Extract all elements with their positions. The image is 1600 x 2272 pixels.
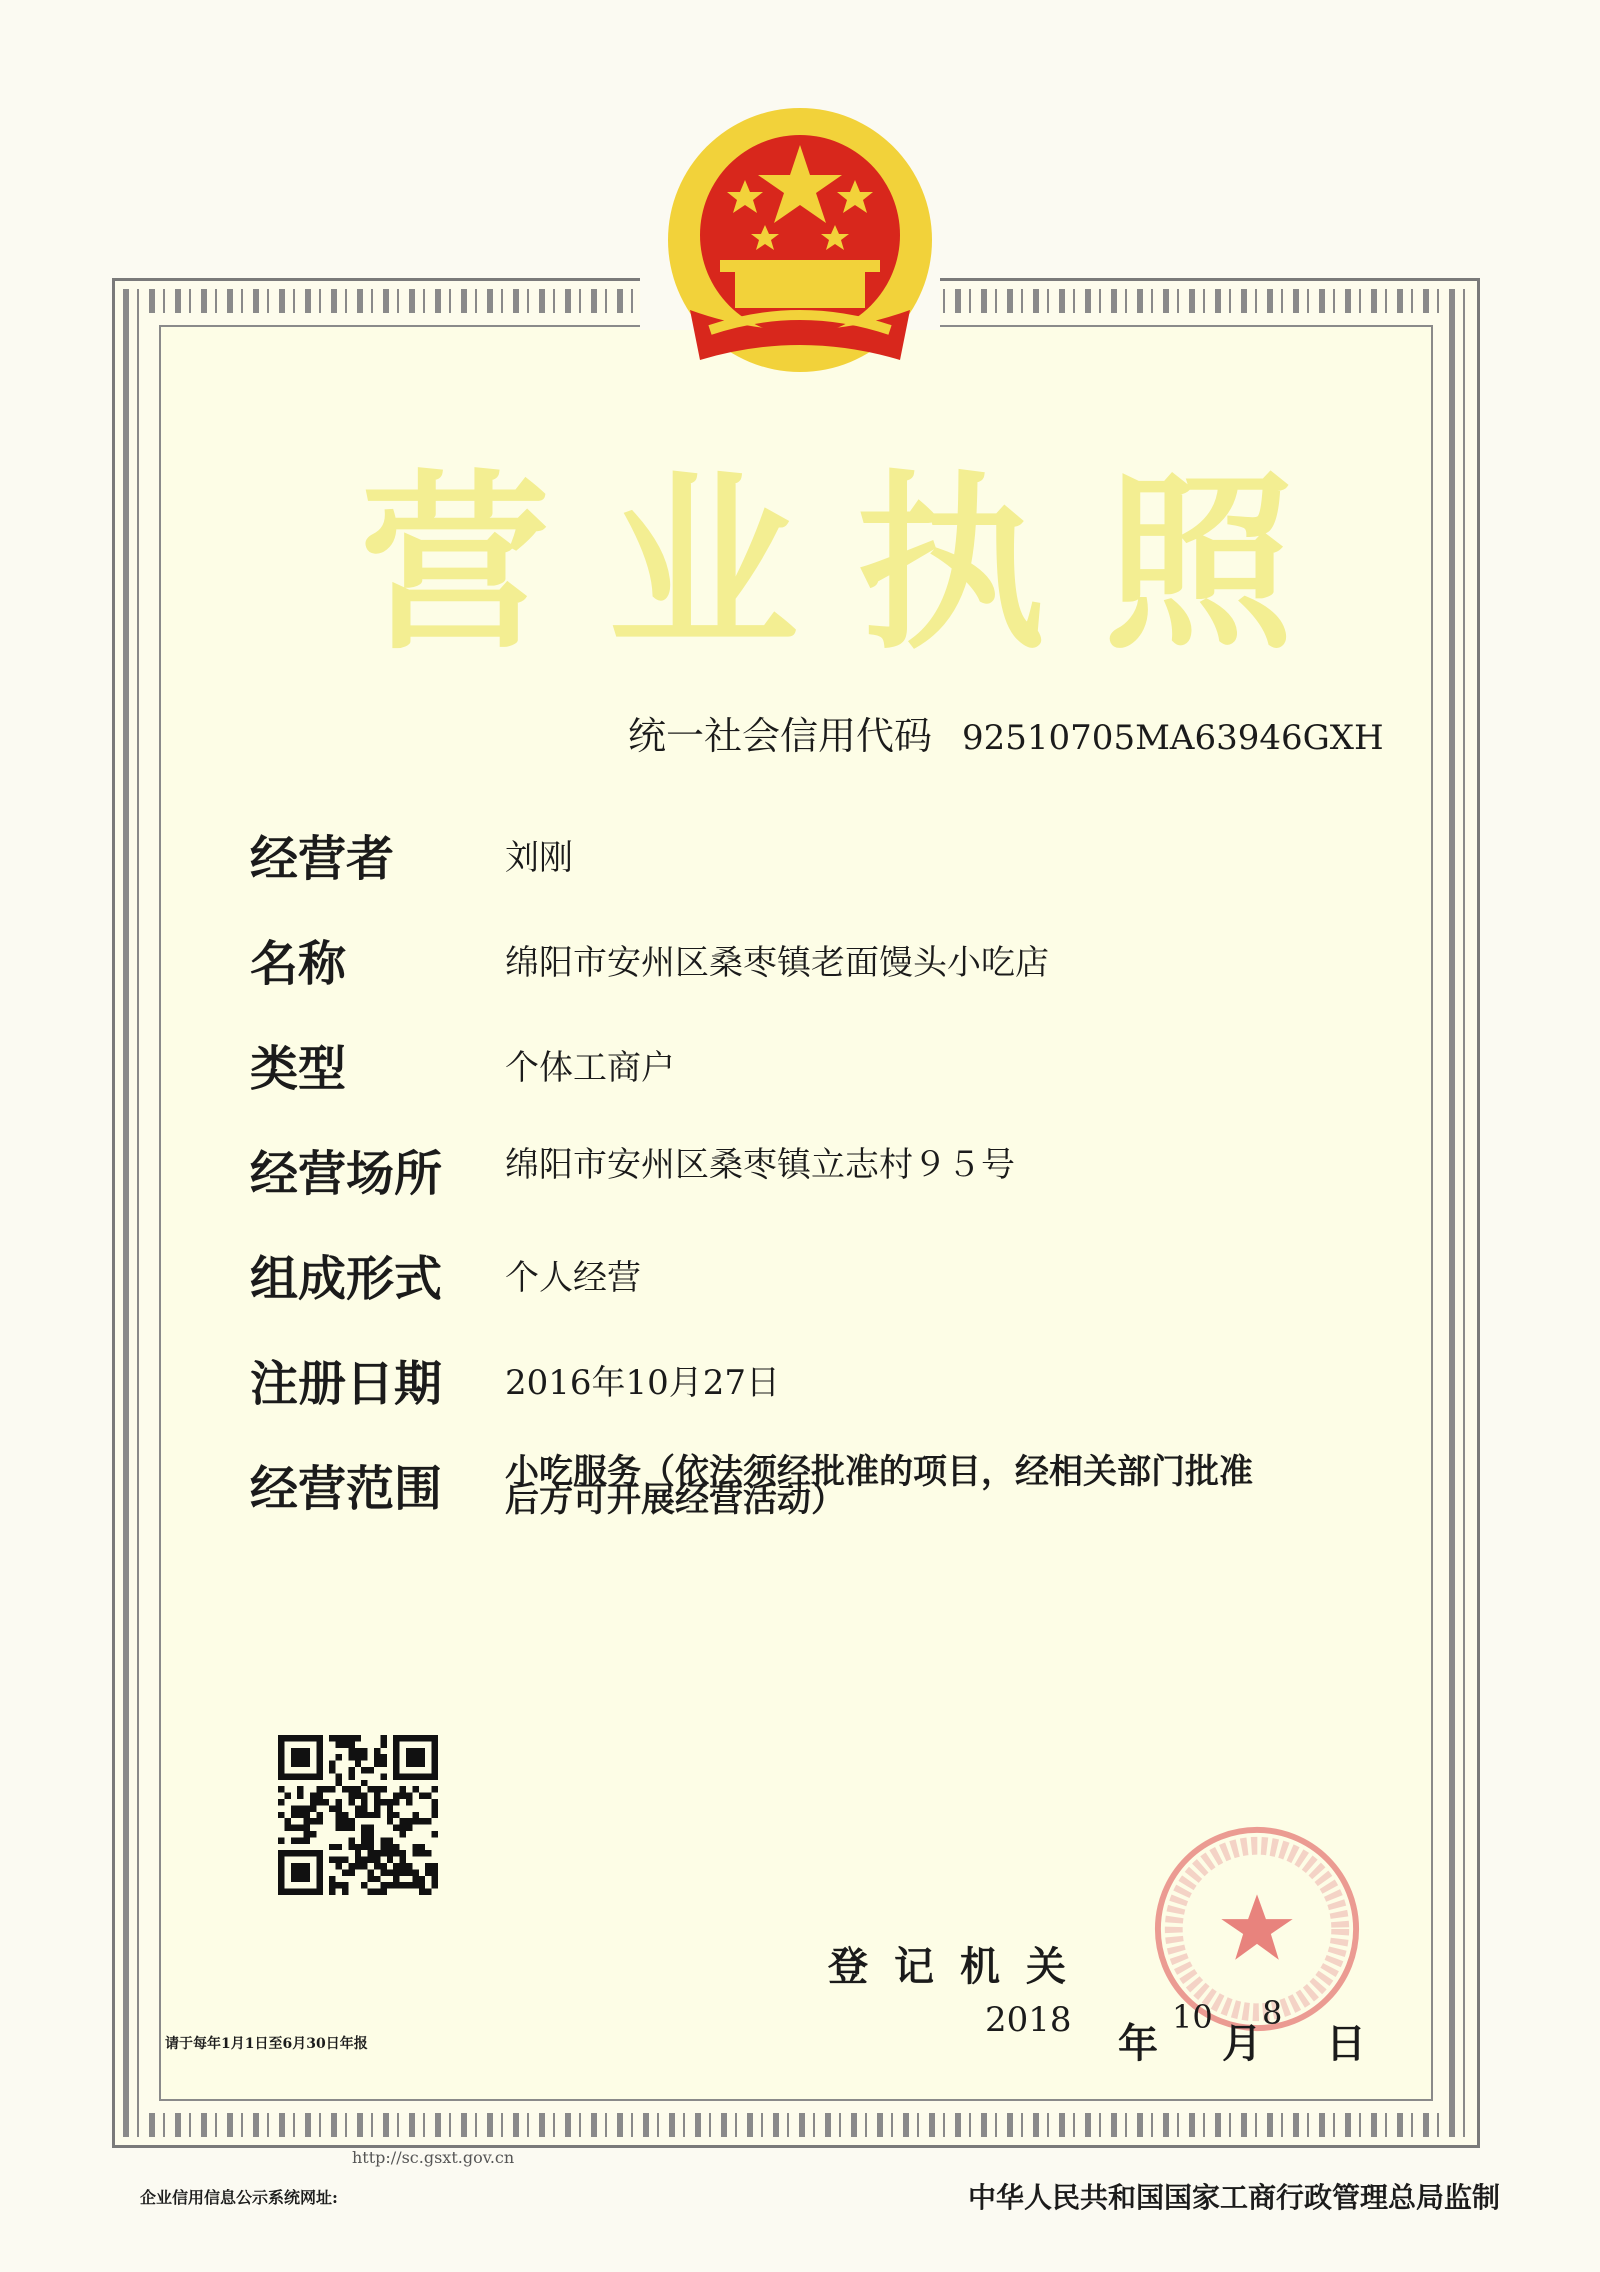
national-emblem-icon [650, 100, 950, 400]
system-url-link[interactable]: http://sc.gsxt.gov.cn [352, 2148, 515, 2167]
license-title: 营业执照 [360, 454, 1353, 675]
credit-code-value: 92510705MA63946GXH [962, 718, 1384, 758]
field-label: 名称 [250, 936, 347, 992]
reg-year-unit: 年 [1118, 2021, 1158, 2067]
field-value: 刘刚 [505, 838, 573, 878]
field-value: 绵阳市安州区桑枣镇立志村９５号 [505, 1145, 1015, 1185]
reg-month: 10 [1172, 1998, 1213, 2036]
field-value: 小吃服务（依法须经批准的项目，经相关部门批准后方可开展经营活动） [505, 1452, 1253, 1520]
field-value: 个人经营 [505, 1258, 641, 1298]
supervisor-note: 中华人民共和国国家工商行政管理总局监制 [968, 2181, 1501, 2214]
reg-day: 8 [1262, 1994, 1283, 2032]
field-label: 经营场所 [250, 1146, 443, 1202]
field-label: 组成形式 [250, 1251, 443, 1307]
reg-month-unit: 月 [1222, 2021, 1262, 2067]
registration-authority: 登记机关 [828, 1944, 1092, 1990]
credit-code-label: 统一社会信用代码 [628, 714, 933, 758]
field-label: 经营者 [250, 831, 395, 887]
field-label: 经营范围 [250, 1461, 443, 1517]
field-label: 注册日期 [250, 1356, 443, 1412]
field-value: 个体工商户 [505, 1048, 675, 1088]
reg-day-unit: 日 [1326, 2021, 1366, 2067]
reg-year: 2018 [985, 2000, 1072, 2040]
credit-code [628, 705, 1384, 760]
field-value: 绵阳市安州区桑枣镇老面馒头小吃店 [505, 943, 1049, 983]
system-url-label: 企业信用信息公示系统网址: [140, 2188, 338, 2207]
annual-report-note: 请于每年1月1日至6月30日年报 [165, 2036, 368, 2052]
field-label: 类型 [250, 1041, 347, 1097]
field-value: 2016年10月27日 [505, 1363, 781, 1403]
qr-code-icon[interactable] [278, 1735, 438, 1895]
